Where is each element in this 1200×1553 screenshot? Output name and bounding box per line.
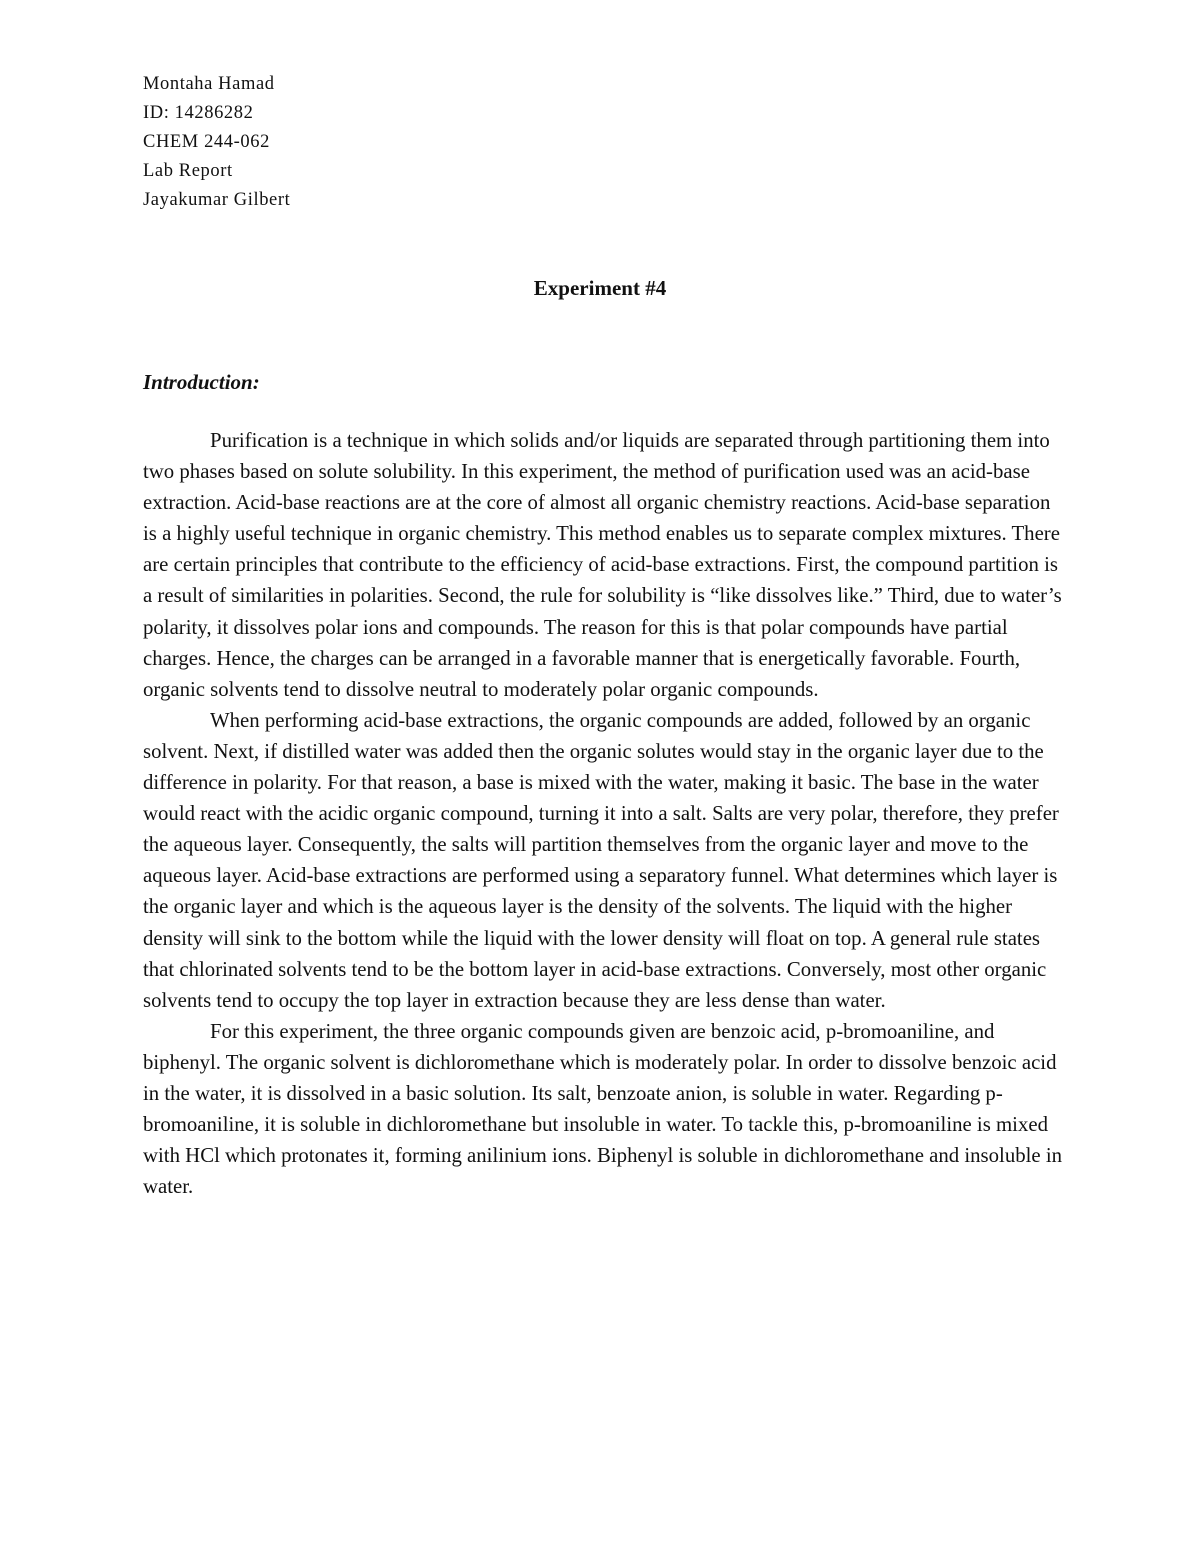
section-body bbox=[143, 425, 1068, 1202]
paragraph: Purification is a technique in which solids and/or liquids are separated through partitioning them into two phases based on solute solubility. In this experiment, the method of purification used was an acid-base extraction. Acid-base reactions are at the core of almost all organic chemistry reactions. Acid-base separation is a highly useful technique in organic chemistry. This method enables us to separate complex mixtures. There are certain principles that contribute to the efficiency of acid-base extractions. First, the compound partition is a result of similarities in polarities. Second, the rule for solubility is “like dissolves like.” Third, due to water’s polarity, it dissolves polar ions and compounds. The reason for this is that polar compounds have partial charges. Hence, the charges can be arranged in a favorable manner that is energetically favorable. Fourth, organic solvents tend to dissolve neutral to moderately polar organic compounds. bbox=[143, 429, 1062, 701]
course-code: CHEM 244-062 bbox=[143, 132, 270, 152]
section-heading: Introduction: bbox=[143, 370, 260, 394]
paragraph: For this experiment, the three organic compounds given are benzoic acid, p-bromoaniline, and biphenyl. The organic solvent is dichloromethane which is moderately polar. In order to dissolve benzoic acid in the water, it is dissolved in a basic solution. Its salt, benzoate anion, is soluble in water. Regarding p-bromoaniline, it is soluble in dichloromethane but insoluble in water. To tackle this, p-bromoaniline is mixed with HCl which protonates it, forming anilinium ions. Biphenyl is soluble in dichloromethane and insoluble in water. bbox=[143, 1019, 1063, 1199]
author-name: Montaha Hamad bbox=[143, 74, 275, 94]
document-title: Experiment #4 bbox=[533, 276, 667, 300]
student-id: ID: 14286282 bbox=[143, 103, 254, 123]
author-header bbox=[143, 70, 290, 215]
paragraph: When performing acid-base extractions, the organic compounds are added, followed by an organic solvent. Next, if distilled water was added then the organic solutes would stay in the organic layer due to the difference in polarity. For that reason, a base is mixed with the water, making it basic. The base in the water would react with the acidic organic compound, turning it into a salt. Salts are very polar, therefore, they prefer the aqueous layer. Consequently, the salts will partition themselves from the organic layer and move to the aqueous layer. Acid-base extractions are performed using a separatory funnel. What determines which layer is the organic layer and which is the aqueous layer is the density of the solvents. The liquid with the higher density will sink to the bottom while the liquid with the lower density will float on top. A general rule states that chlorinated solvents tend to be the bottom layer in acid-base extractions. Conversely, most other organic solvents tend to occupy the top layer in extraction because they are less dense than water. bbox=[143, 708, 1059, 1012]
document-type: Lab Report bbox=[143, 161, 233, 181]
instructor-name: Jayakumar Gilbert bbox=[143, 190, 291, 210]
